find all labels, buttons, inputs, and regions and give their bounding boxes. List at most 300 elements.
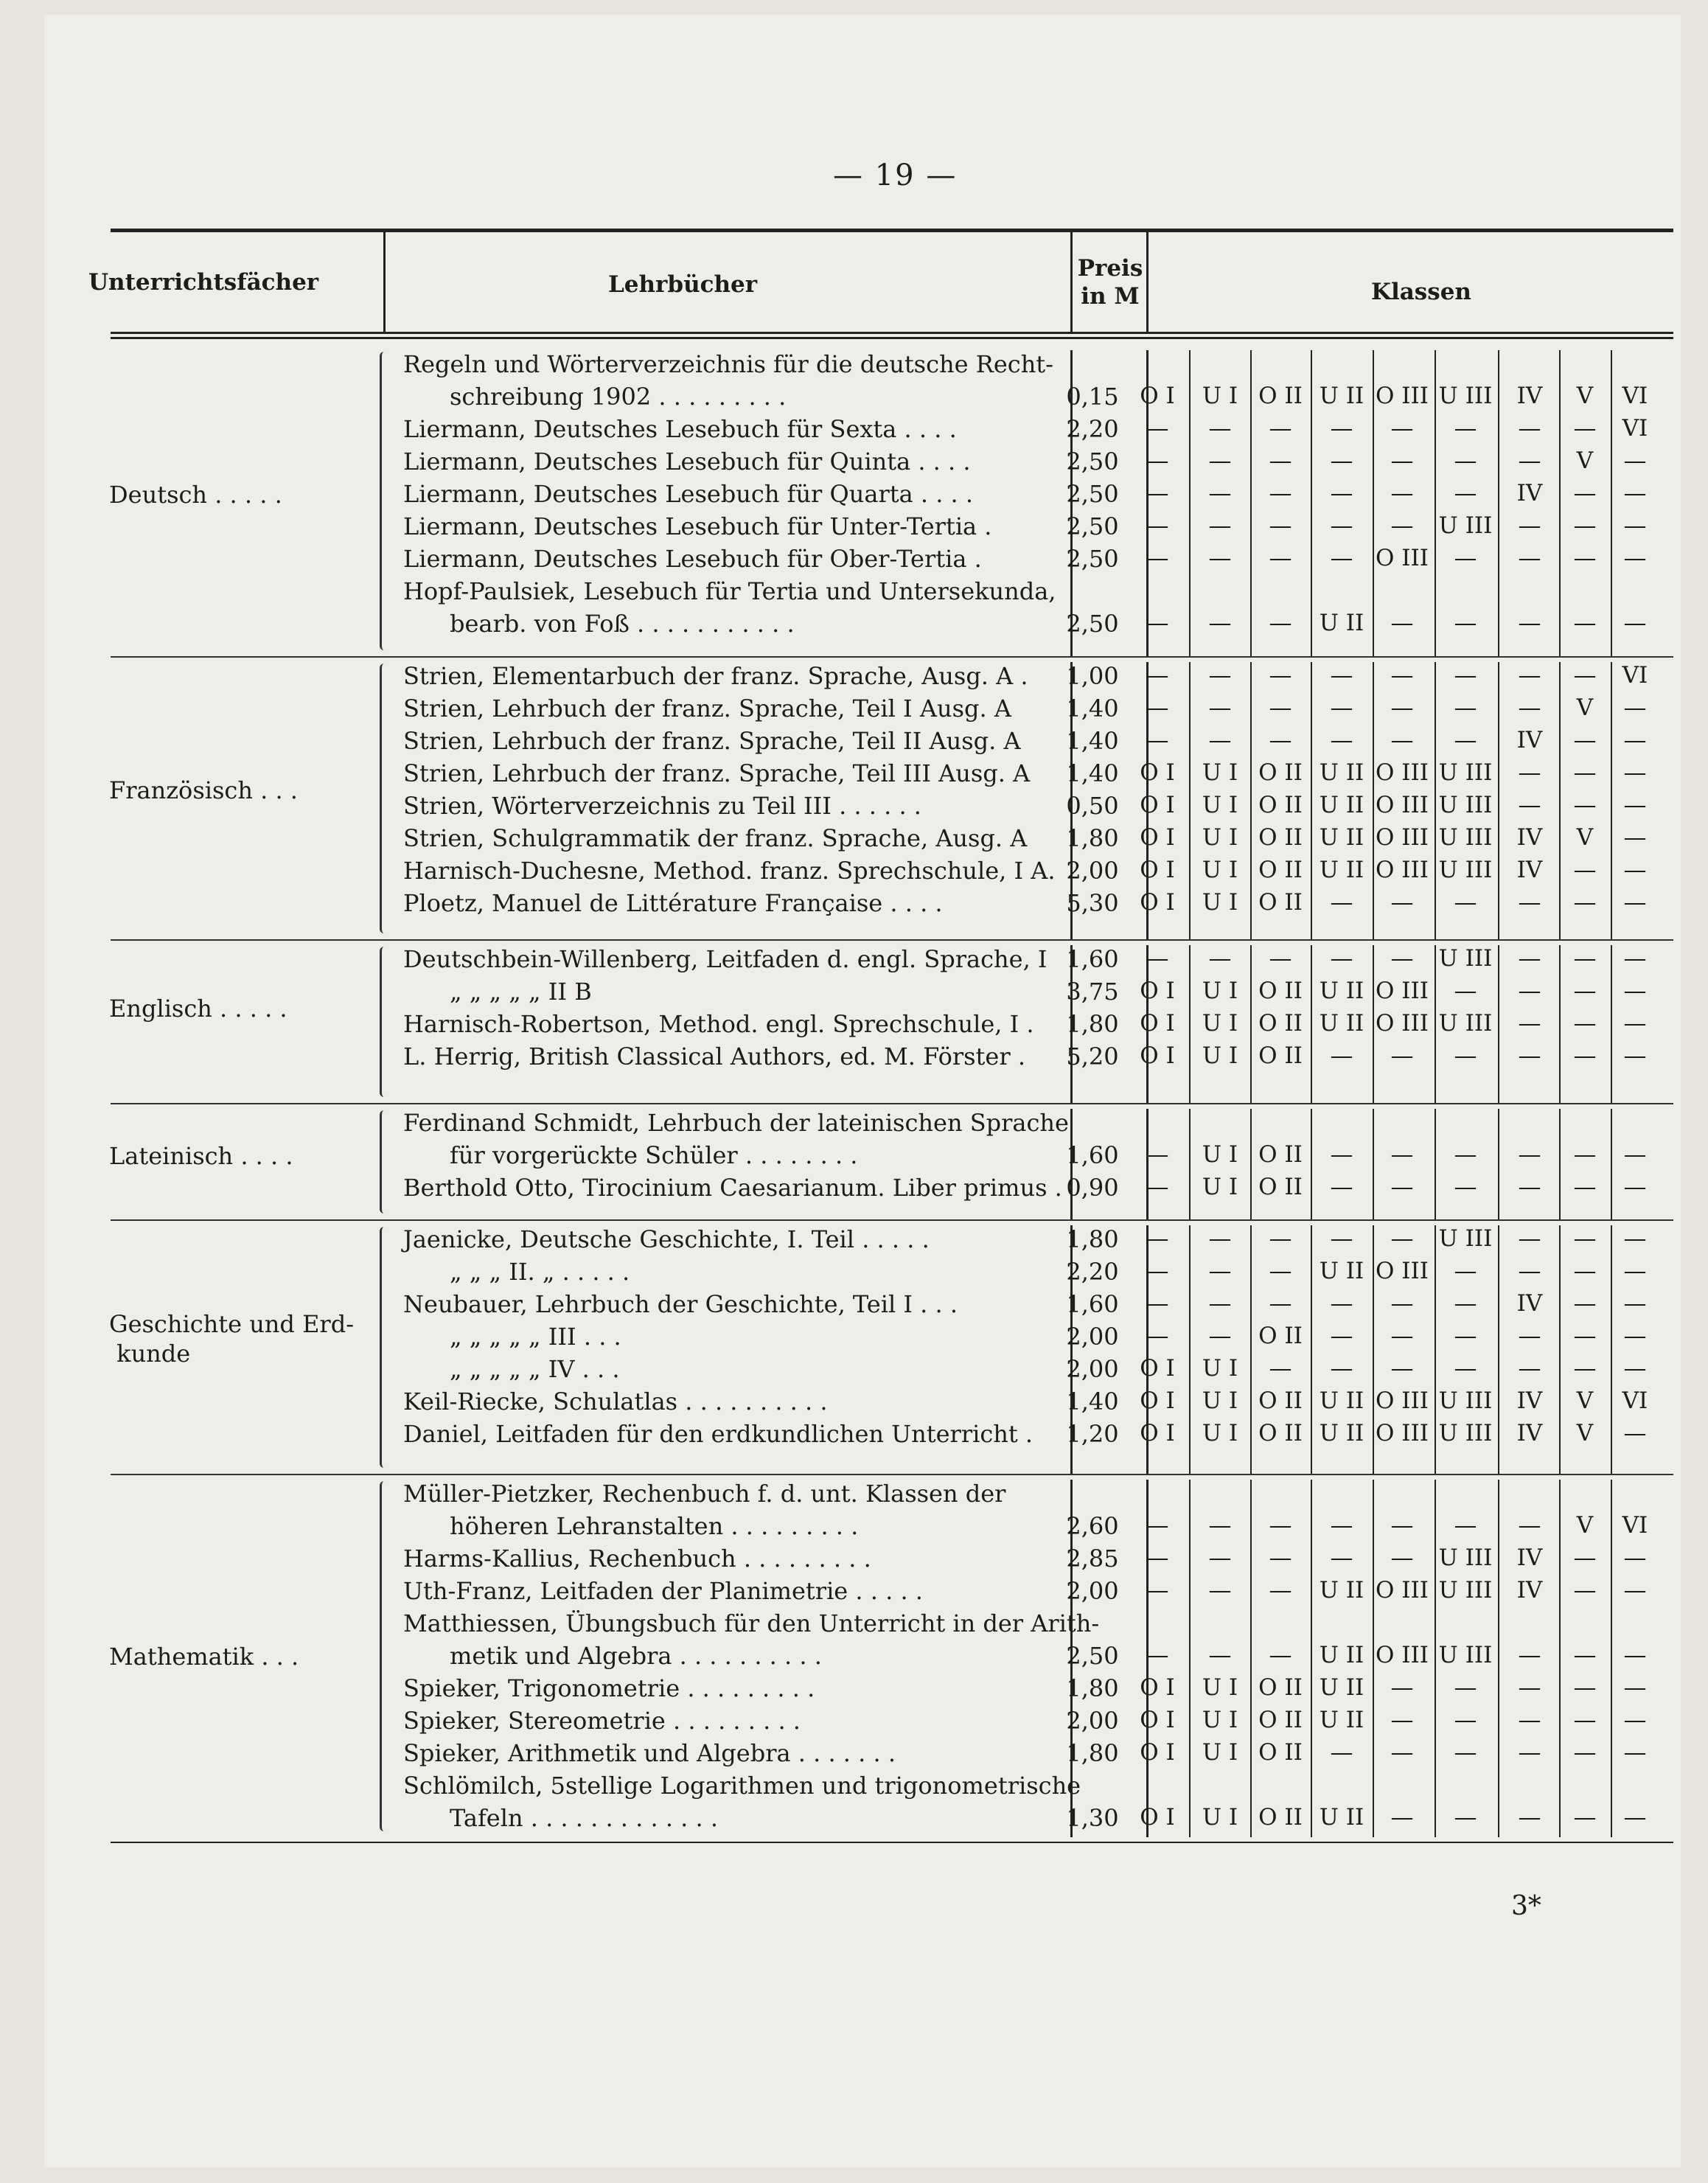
- class-cell: O I: [1140, 1042, 1175, 1069]
- class-cell: —: [1573, 1739, 1597, 1766]
- table-row: [44, 1739, 1681, 1772]
- class-cell: —: [1518, 545, 1541, 571]
- table-row: [44, 577, 1681, 610]
- class-cell: —: [1330, 889, 1353, 916]
- class-cell: IV: [1516, 480, 1543, 506]
- class-cell: U III: [1438, 1010, 1493, 1037]
- class-cell: —: [1390, 662, 1414, 689]
- class-cell: —: [1390, 1355, 1414, 1382]
- class-cell: —: [1518, 1042, 1541, 1069]
- class-cell: —: [1623, 727, 1647, 753]
- table-row: [44, 448, 1681, 480]
- class-cell: VI: [1622, 1388, 1648, 1414]
- class-cell: —: [1518, 1512, 1541, 1539]
- table-row: [44, 1174, 1681, 1206]
- class-cell: —: [1518, 1355, 1541, 1382]
- header-column-rule: [1146, 230, 1148, 333]
- subject-label: Geschichte und Erd- kunde: [109, 1310, 355, 1368]
- table-row: [44, 1323, 1681, 1355]
- class-cell: U II: [1319, 1674, 1364, 1701]
- class-cell: —: [1623, 1174, 1647, 1200]
- textbook-title: „ „ „ „ „ II B: [450, 978, 592, 1006]
- table-row: [44, 1804, 1681, 1836]
- class-cell: VI: [1622, 662, 1648, 689]
- class-cell: U III: [1438, 1420, 1493, 1446]
- price-value: 1,00: [1066, 662, 1119, 690]
- price-value: 1,80: [1066, 1010, 1119, 1038]
- table-row: [44, 1577, 1681, 1609]
- class-cell: —: [1208, 662, 1232, 689]
- class-cell: —: [1330, 545, 1353, 571]
- class-cell: —: [1146, 1323, 1169, 1349]
- class-cell: —: [1208, 1512, 1232, 1539]
- table-row: [44, 1042, 1681, 1075]
- class-cell: U I: [1202, 889, 1238, 916]
- class-cell: O III: [1375, 1010, 1429, 1037]
- table-row: [44, 824, 1681, 857]
- textbook-title: Regeln und Wörterverzeichnis für die deutsche Recht-: [403, 350, 1053, 378]
- price-value: 2,50: [1066, 480, 1119, 508]
- class-cell: —: [1208, 448, 1232, 474]
- class-cell: —: [1208, 945, 1232, 972]
- textbook-title: Liermann, Deutsches Lesebuch für Ober-Tertia .: [403, 545, 982, 573]
- class-cell: U II: [1319, 383, 1364, 409]
- class-cell: —: [1146, 1545, 1169, 1571]
- header-textbooks: Lehrbücher: [608, 271, 758, 298]
- class-cell: —: [1454, 1674, 1477, 1701]
- textbook-title: Harnisch-Duchesne, Method. franz. Sprechschule, I A.: [403, 857, 1056, 885]
- class-cell: —: [1146, 694, 1169, 721]
- class-cell: —: [1146, 512, 1169, 539]
- class-cell: —: [1454, 727, 1477, 753]
- class-cell: —: [1573, 889, 1597, 916]
- class-cell: —: [1330, 1323, 1353, 1349]
- class-cell: —: [1518, 1174, 1541, 1200]
- table-row: [44, 694, 1681, 727]
- class-cell: O II: [1258, 857, 1303, 883]
- class-cell: U II: [1319, 1388, 1364, 1414]
- class-cell: U II: [1319, 1804, 1364, 1831]
- class-cell: VI: [1622, 415, 1648, 442]
- class-cell: —: [1390, 1545, 1414, 1571]
- class-cell: —: [1208, 1545, 1232, 1571]
- class-cell: —: [1518, 1225, 1541, 1252]
- class-cell: O II: [1258, 383, 1303, 409]
- textbook-title: Liermann, Deutsches Lesebuch für Quinta . . . .: [403, 448, 971, 476]
- class-cell: —: [1454, 694, 1477, 721]
- class-cell: —: [1623, 1323, 1647, 1349]
- price-value: 2,50: [1066, 1642, 1119, 1670]
- class-cell: IV: [1516, 1577, 1543, 1604]
- class-cell: —: [1623, 857, 1647, 883]
- section-rule: [111, 1103, 1673, 1104]
- textbook-title: Tafeln . . . . . . . . . . . . .: [450, 1804, 719, 1832]
- class-cell: —: [1573, 945, 1597, 972]
- textbook-title: „ „ „ „ „ III . . .: [450, 1323, 621, 1351]
- class-cell: O III: [1375, 383, 1429, 409]
- class-cell: U III: [1438, 512, 1493, 539]
- textbook-title: Schlömilch, 5stellige Logarithmen und trigonometrische: [403, 1772, 1081, 1800]
- class-cell: —: [1454, 610, 1477, 636]
- textbook-title: „ „ „ „ „ IV . . .: [450, 1355, 620, 1383]
- class-cell: —: [1623, 824, 1647, 851]
- table-row: [44, 1609, 1681, 1642]
- table-row: [44, 727, 1681, 759]
- class-cell: O II: [1258, 1674, 1303, 1701]
- class-cell: —: [1573, 610, 1597, 636]
- table-row: [44, 1642, 1681, 1674]
- class-cell: VI: [1622, 1512, 1648, 1539]
- class-cell: —: [1330, 1290, 1353, 1317]
- textbook-title: Daniel, Leitfaden für den erdkundlichen Unterricht .: [403, 1420, 1033, 1448]
- class-cell: —: [1208, 727, 1232, 753]
- class-cell: —: [1146, 1577, 1169, 1604]
- class-cell: —: [1330, 480, 1353, 506]
- price-value: 2,50: [1066, 610, 1119, 638]
- section-rule: [111, 656, 1673, 658]
- class-cell: U III: [1438, 945, 1493, 972]
- class-cell: U I: [1202, 759, 1238, 786]
- class-cell: —: [1623, 889, 1647, 916]
- class-cell: —: [1454, 545, 1477, 571]
- class-cell: —: [1390, 1674, 1414, 1701]
- class-cell: —: [1573, 857, 1597, 883]
- class-cell: U II: [1319, 610, 1364, 636]
- class-cell: —: [1518, 978, 1541, 1004]
- textbook-title: bearb. von Foß . . . . . . . . . . .: [450, 610, 795, 638]
- class-cell: IV: [1516, 1420, 1543, 1446]
- class-cell: —: [1518, 1323, 1541, 1349]
- class-cell: U III: [1438, 792, 1493, 818]
- price-value: 1,20: [1066, 1420, 1119, 1448]
- textbook-title: Spieker, Stereometrie . . . . . . . . .: [403, 1707, 801, 1735]
- textbook-title: Keil-Riecke, Schulatlas . . . . . . . . . .: [403, 1388, 828, 1416]
- class-cell: O II: [1258, 978, 1303, 1004]
- price-value: 2,85: [1066, 1545, 1119, 1573]
- table-row: [44, 662, 1681, 694]
- textbook-title: Liermann, Deutsches Lesebuch für Quarta . . . .: [403, 480, 974, 508]
- class-cell: —: [1518, 1141, 1541, 1168]
- class-cell: —: [1573, 1707, 1597, 1733]
- class-cell: V: [1576, 824, 1594, 851]
- table-row: [44, 512, 1681, 545]
- class-cell: IV: [1516, 857, 1543, 883]
- class-cell: —: [1390, 448, 1414, 474]
- class-cell: —: [1146, 727, 1169, 753]
- class-cell: —: [1208, 1225, 1232, 1252]
- price-value: 1,40: [1066, 1388, 1119, 1416]
- class-cell: O III: [1375, 759, 1429, 786]
- class-cell: O II: [1258, 889, 1303, 916]
- price-value: 1,60: [1066, 1290, 1119, 1318]
- class-cell: U I: [1202, 1042, 1238, 1069]
- price-value: 2,00: [1066, 1707, 1119, 1735]
- class-cell: —: [1573, 1010, 1597, 1037]
- class-cell: —: [1208, 545, 1232, 571]
- textbook-title: Harnisch-Robertson, Method. engl. Sprechschule, I .: [403, 1010, 1034, 1038]
- table-row: [44, 610, 1681, 642]
- class-cell: O I: [1140, 1674, 1175, 1701]
- textbook-title: höheren Lehranstalten . . . . . . . . .: [450, 1512, 859, 1540]
- class-cell: —: [1573, 1141, 1597, 1168]
- class-cell: —: [1330, 662, 1353, 689]
- price-value: 0,15: [1066, 383, 1119, 411]
- table-row: [44, 1707, 1681, 1739]
- price-value: 1,60: [1066, 945, 1119, 973]
- class-cell: —: [1454, 448, 1477, 474]
- textbook-title: Ploetz, Manuel de Littérature Française . . . .: [403, 889, 943, 917]
- class-cell: U II: [1319, 1010, 1364, 1037]
- class-cell: —: [1269, 1225, 1292, 1252]
- class-cell: O II: [1258, 1010, 1303, 1037]
- class-cell: —: [1623, 1545, 1647, 1571]
- price-value: 2,50: [1066, 448, 1119, 476]
- class-cell: —: [1269, 415, 1292, 442]
- class-cell: —: [1573, 1545, 1597, 1571]
- class-cell: O III: [1375, 1420, 1429, 1446]
- class-cell: —: [1573, 1642, 1597, 1668]
- price-value: 2,50: [1066, 512, 1119, 540]
- class-cell: —: [1269, 610, 1292, 636]
- textbook-title: „ „ „ II. „ . . . . .: [450, 1258, 630, 1286]
- class-cell: —: [1208, 1577, 1232, 1604]
- class-cell: —: [1208, 1258, 1232, 1284]
- table-row: [44, 480, 1681, 512]
- class-cell: —: [1573, 415, 1597, 442]
- class-cell: —: [1454, 978, 1477, 1004]
- class-cell: U III: [1438, 1388, 1493, 1414]
- textbook-title: Ferdinand Schmidt, Lehrbuch der lateinischen Sprache: [403, 1109, 1069, 1137]
- subject-label: Lateinisch . . . .: [109, 1142, 293, 1170]
- price-value: 1,80: [1066, 1739, 1119, 1767]
- textbook-title: Strien, Elementarbuch der franz. Sprache, Ausg. A .: [403, 662, 1028, 690]
- class-cell: —: [1330, 694, 1353, 721]
- class-cell: U I: [1202, 792, 1238, 818]
- table-row: [44, 857, 1681, 889]
- class-cell: —: [1623, 1141, 1647, 1168]
- class-cell: —: [1269, 1577, 1292, 1604]
- class-cell: —: [1518, 759, 1541, 786]
- header-column-rule: [383, 230, 386, 333]
- class-cell: O II: [1258, 1420, 1303, 1446]
- table-row: [44, 945, 1681, 978]
- table-row: [44, 415, 1681, 448]
- class-cell: —: [1146, 1642, 1169, 1668]
- class-cell: —: [1573, 792, 1597, 818]
- class-cell: —: [1208, 1323, 1232, 1349]
- class-cell: U I: [1202, 1707, 1238, 1733]
- class-cell: O I: [1140, 1355, 1175, 1382]
- class-cell: —: [1573, 1174, 1597, 1200]
- class-cell: —: [1518, 792, 1541, 818]
- class-cell: —: [1146, 1290, 1169, 1317]
- class-cell: —: [1146, 1225, 1169, 1252]
- class-cell: —: [1573, 1355, 1597, 1382]
- class-cell: U I: [1202, 1355, 1238, 1382]
- class-cell: —: [1573, 1042, 1597, 1069]
- table-row: [44, 1109, 1681, 1141]
- class-cell: U II: [1319, 824, 1364, 851]
- class-cell: U I: [1202, 978, 1238, 1004]
- table-row: [44, 1141, 1681, 1174]
- class-cell: —: [1269, 512, 1292, 539]
- class-cell: U III: [1438, 857, 1493, 883]
- footer-signature-mark: 3*: [1511, 1891, 1541, 1921]
- header-bottom-rule: [111, 332, 1673, 334]
- price-value: 1,80: [1066, 1674, 1119, 1702]
- class-cell: IV: [1516, 1545, 1543, 1571]
- price-value: 2,20: [1066, 415, 1119, 443]
- class-cell: —: [1623, 1225, 1647, 1252]
- class-cell: O I: [1140, 978, 1175, 1004]
- price-value: 1,80: [1066, 824, 1119, 852]
- class-cell: —: [1269, 448, 1292, 474]
- class-cell: —: [1623, 512, 1647, 539]
- class-cell: O I: [1140, 889, 1175, 916]
- class-cell: —: [1269, 727, 1292, 753]
- class-cell: —: [1623, 1042, 1647, 1069]
- document-page: [44, 15, 1681, 2168]
- class-cell: O I: [1140, 383, 1175, 409]
- class-cell: —: [1518, 945, 1541, 972]
- class-cell: —: [1146, 448, 1169, 474]
- price-value: 2,20: [1066, 1258, 1119, 1286]
- class-cell: —: [1518, 610, 1541, 636]
- class-cell: U I: [1202, 1674, 1238, 1701]
- class-cell: —: [1623, 694, 1647, 721]
- class-cell: O II: [1258, 1323, 1303, 1349]
- price-value: 1,40: [1066, 759, 1119, 787]
- class-cell: U I: [1202, 857, 1238, 883]
- class-cell: —: [1454, 662, 1477, 689]
- class-cell: —: [1518, 1674, 1541, 1701]
- class-cell: O I: [1140, 1010, 1175, 1037]
- class-cell: —: [1390, 610, 1414, 636]
- section-rule: [111, 1474, 1673, 1475]
- textbook-title: Matthiessen, Übungsbuch für den Unterricht in der Arith-: [403, 1609, 1100, 1637]
- class-cell: O II: [1258, 792, 1303, 818]
- price-value: 2,00: [1066, 1577, 1119, 1605]
- class-cell: —: [1518, 1642, 1541, 1668]
- price-value: 1,40: [1066, 694, 1119, 723]
- class-cell: —: [1269, 1512, 1292, 1539]
- textbook-title: Liermann, Deutsches Lesebuch für Sexta . . . .: [403, 415, 957, 443]
- class-cell: O II: [1258, 1804, 1303, 1831]
- class-cell: U II: [1319, 1642, 1364, 1668]
- class-cell: —: [1146, 1141, 1169, 1168]
- class-cell: —: [1573, 662, 1597, 689]
- class-cell: —: [1573, 480, 1597, 506]
- header-price: Preis in M: [1077, 255, 1143, 310]
- class-cell: V: [1576, 448, 1594, 474]
- class-cell: —: [1146, 480, 1169, 506]
- class-cell: —: [1573, 1804, 1597, 1831]
- class-cell: U III: [1438, 824, 1493, 851]
- class-cell: O I: [1140, 792, 1175, 818]
- class-cell: —: [1269, 1355, 1292, 1382]
- class-cell: —: [1454, 1258, 1477, 1284]
- class-cell: —: [1269, 545, 1292, 571]
- price-value: 1,30: [1066, 1804, 1119, 1832]
- class-cell: —: [1330, 945, 1353, 972]
- class-cell: O II: [1258, 1388, 1303, 1414]
- class-cell: IV: [1516, 727, 1543, 753]
- class-cell: —: [1269, 1290, 1292, 1317]
- class-cell: —: [1518, 448, 1541, 474]
- class-cell: —: [1330, 1042, 1353, 1069]
- class-cell: —: [1573, 727, 1597, 753]
- class-cell: O I: [1140, 1804, 1175, 1831]
- class-cell: —: [1518, 512, 1541, 539]
- textbook-title: Strien, Lehrbuch der franz. Sprache, Teil III Ausg. A: [403, 759, 1031, 787]
- class-cell: —: [1390, 889, 1414, 916]
- table-row: [44, 1290, 1681, 1323]
- class-cell: —: [1623, 1674, 1647, 1701]
- class-cell: —: [1623, 610, 1647, 636]
- price-value: 2,00: [1066, 857, 1119, 885]
- class-cell: —: [1390, 512, 1414, 539]
- class-cell: —: [1330, 1225, 1353, 1252]
- class-cell: —: [1623, 448, 1647, 474]
- class-cell: O I: [1140, 1388, 1175, 1414]
- class-cell: —: [1623, 1258, 1647, 1284]
- class-cell: —: [1330, 512, 1353, 539]
- class-cell: —: [1573, 1258, 1597, 1284]
- textbook-title: für vorgerückte Schüler . . . . . . . .: [450, 1141, 858, 1169]
- class-cell: O I: [1140, 857, 1175, 883]
- class-cell: U II: [1319, 1420, 1364, 1446]
- class-cell: —: [1390, 694, 1414, 721]
- class-cell: —: [1390, 1707, 1414, 1733]
- class-cell: —: [1623, 978, 1647, 1004]
- class-cell: U I: [1202, 1010, 1238, 1037]
- class-cell: —: [1390, 1174, 1414, 1200]
- class-cell: —: [1390, 1225, 1414, 1252]
- class-cell: —: [1454, 1804, 1477, 1831]
- class-cell: U III: [1438, 1545, 1493, 1571]
- class-cell: U I: [1202, 1804, 1238, 1831]
- class-cell: O III: [1375, 792, 1429, 818]
- price-value: 1,80: [1066, 1225, 1119, 1253]
- class-cell: IV: [1516, 383, 1543, 409]
- table-row: [44, 1258, 1681, 1290]
- textbook-title: Berthold Otto, Tirocinium Caesarianum. Liber primus .: [403, 1174, 1062, 1202]
- price-value: 2,00: [1066, 1323, 1119, 1351]
- price-value: 3,75: [1066, 978, 1119, 1006]
- class-cell: U I: [1202, 1739, 1238, 1766]
- class-cell: —: [1454, 415, 1477, 442]
- class-cell: —: [1390, 945, 1414, 972]
- class-cell: O III: [1375, 1577, 1429, 1604]
- table-row: [44, 792, 1681, 824]
- class-cell: —: [1518, 889, 1541, 916]
- class-cell: O III: [1375, 1642, 1429, 1668]
- class-cell: U II: [1319, 1707, 1364, 1733]
- textbook-title: Liermann, Deutsches Lesebuch für Unter-Tertia .: [403, 512, 992, 540]
- class-cell: —: [1330, 1545, 1353, 1571]
- textbook-title: Deutschbein-Willenberg, Leitfaden d. engl. Sprache, I: [403, 945, 1048, 973]
- class-cell: —: [1623, 792, 1647, 818]
- table-row: [44, 1225, 1681, 1258]
- class-cell: —: [1623, 1010, 1647, 1037]
- class-cell: —: [1330, 727, 1353, 753]
- class-cell: O I: [1140, 1707, 1175, 1733]
- class-cell: —: [1454, 1323, 1477, 1349]
- class-cell: VI: [1622, 383, 1648, 409]
- class-cell: U II: [1319, 978, 1364, 1004]
- class-cell: O II: [1258, 1042, 1303, 1069]
- class-cell: O III: [1375, 824, 1429, 851]
